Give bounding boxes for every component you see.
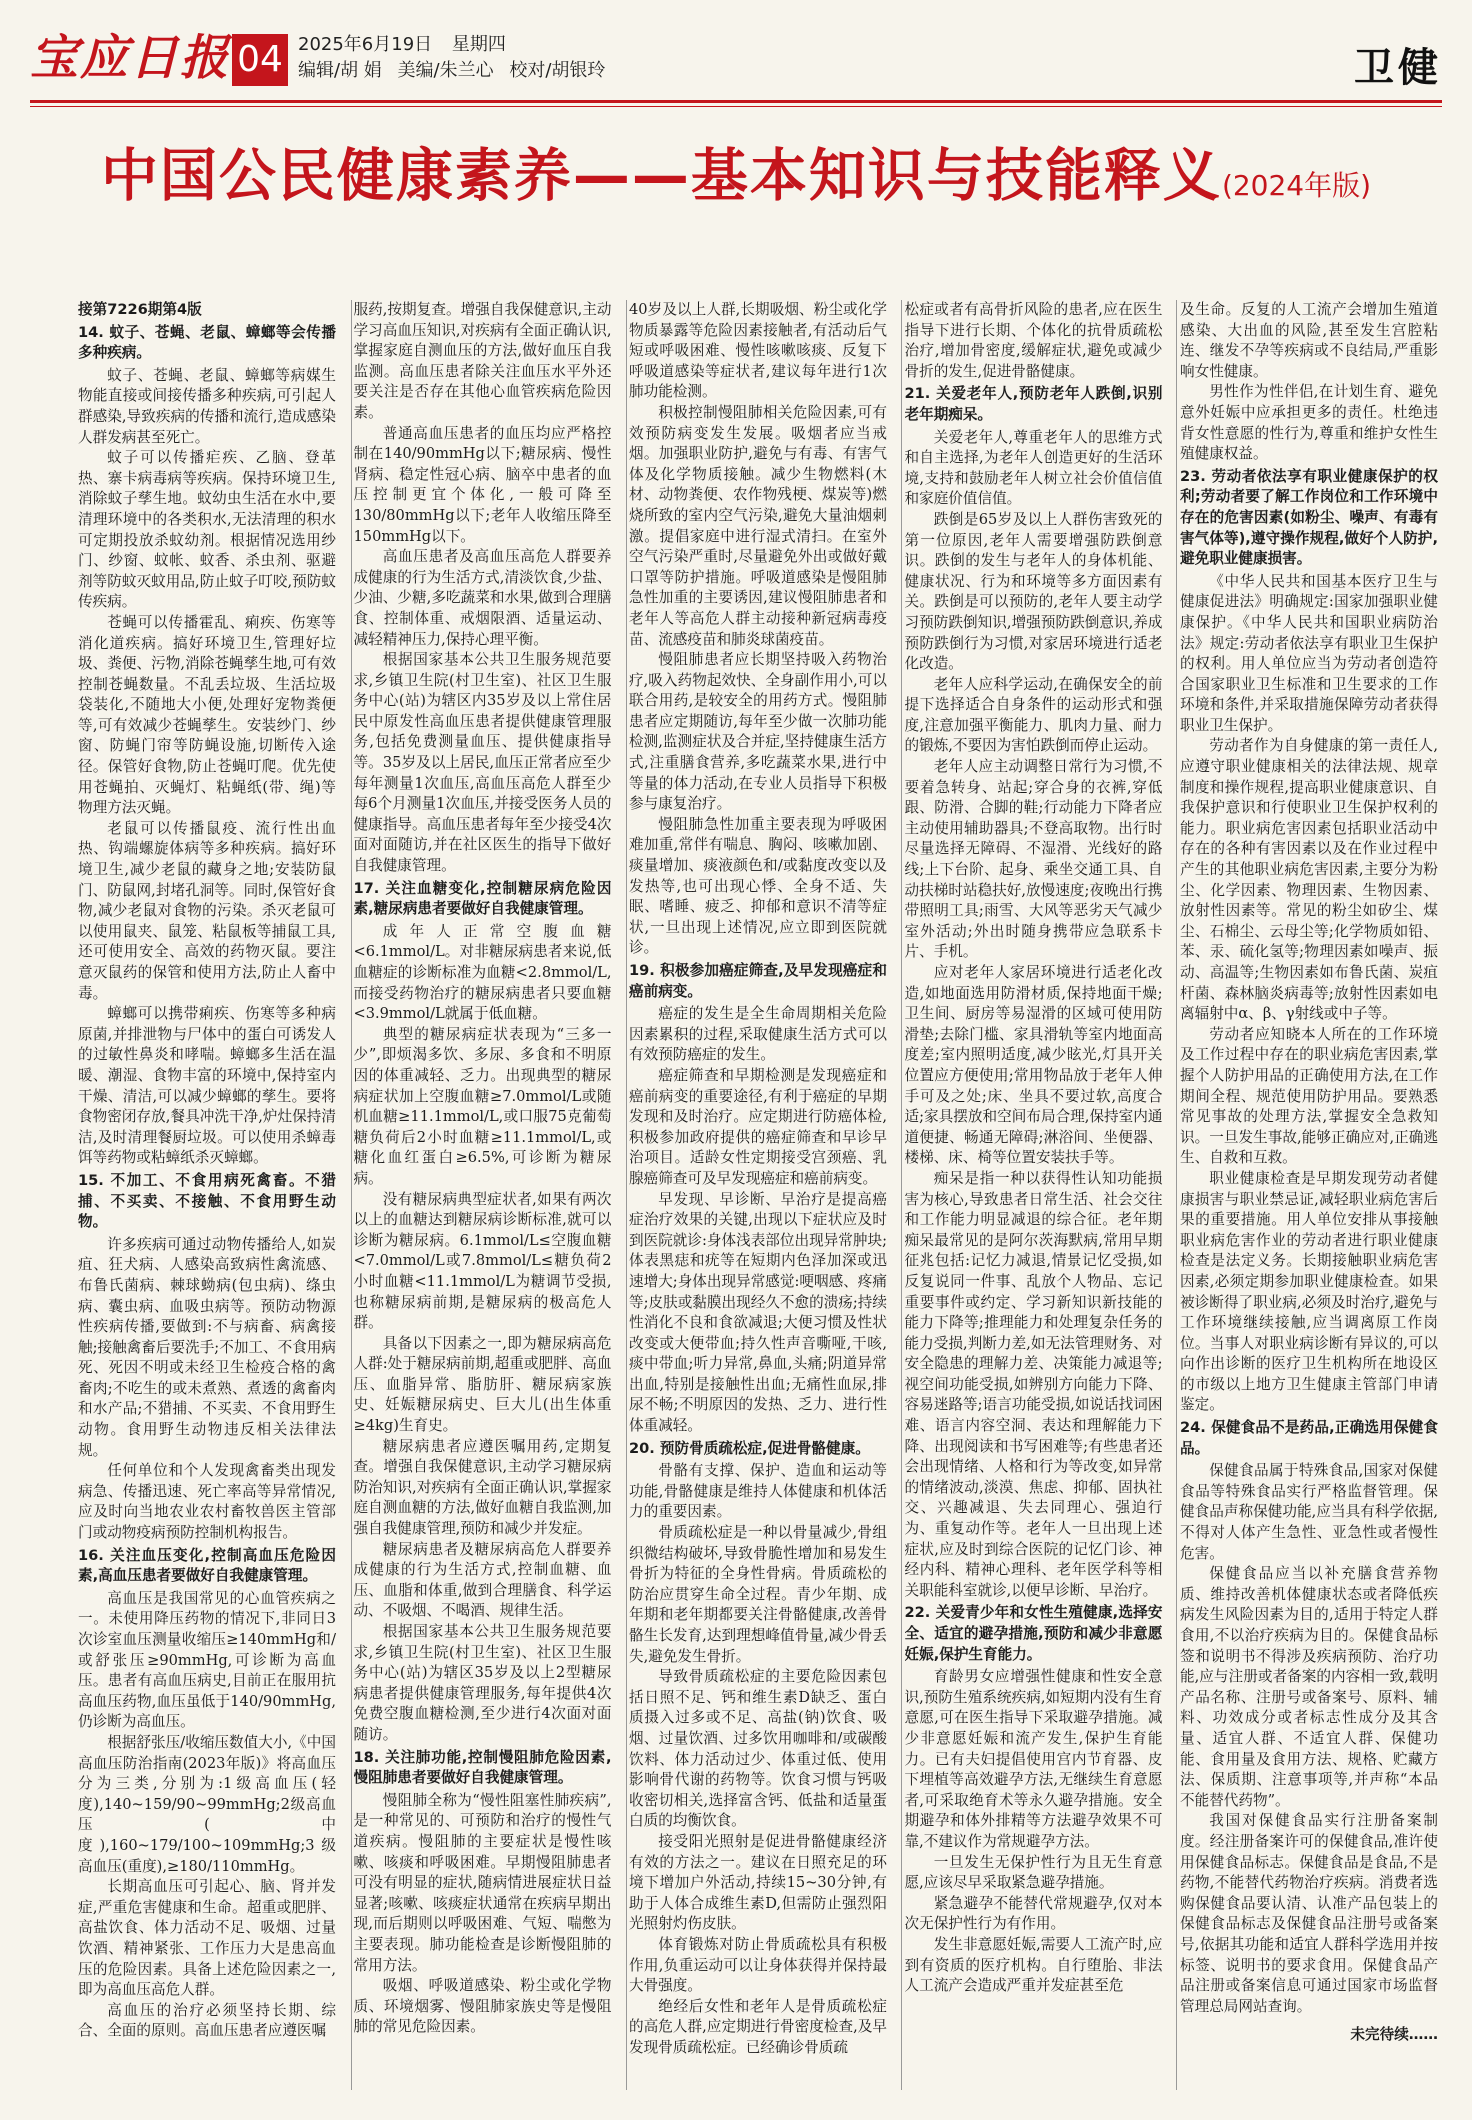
body-paragraph: 绝经后女性和老年人是骨质疏松症的高危人群,应定期进行骨密度检查,及早发现骨质疏松症。已经确诊骨质疏: [629, 1997, 887, 2056]
body-paragraph: 慢阻肺全称为“慢性阻塞性肺疾病”,是一种常见的、可预防和治疗的慢性气道疾病。慢阻肺的主要症状是慢性咳嗽、咳痰和呼吸困难。早期慢阻肺患者可没有明显的症状,随病情进展症状日益显著;咳嗽、咳痰症状通常在疾病早期出现,而后期则以呼吸困难、气短、喘憋为主要表现。肺功能检查是诊断慢阻肺的常用方法。: [353, 1791, 612, 1974]
issue-date: 2025年6月19日: [298, 34, 433, 55]
article-column-3: [629, 300, 887, 2090]
body-paragraph: 发生非意愿妊娠,需要人工流产时,应到有资质的医疗机构。自行堕胎、非法人工流产会造成严重并发症甚至危: [904, 1935, 1163, 1995]
body-paragraph-continued: 服药,按期复查。增强自我保健意识,主动学习高血压知识,对疾病有全面正确认识,掌握家庭自测血压的方法,做好血压自我监测。高血压患者除关注血压水平外还要关注是否存在其他心血管疾病危险因素。: [353, 301, 612, 421]
body-paragraph: 典型的糖尿病症状表现为“三多一少”,即烦渴多饮、多尿、多食和不明原因的体重减轻、乏力。出现典型的糖尿病症状加上空腹血糖≥7.0mmol/L或随机血糖≥11.1mmol/L,或口服75克葡萄糖负荷后2小时血糖≥11.1mmol/L,或糖化血红蛋白≥6.5%,可诊断为糖尿病。: [353, 1025, 612, 1187]
body-paragraph: 一旦发生无保护性行为且无生育意愿,应该尽早采取紧急避孕措施。: [904, 1853, 1163, 1892]
body-paragraph: 早发现、早诊断、早治疗是提高癌症治疗效果的关键,出现以下症状应及时到医院就诊:身体浅表部位出现异常肿块;体表黑痣和疣等在短期内色泽加深或迅速增大;身体出现异常感觉:哽咽感、疼痛等;皮肤或黏膜出现经久不愈的溃疡;持续性消化不良和食欲减退;大便习惯及性状改变或大便带血;持久性声音嘶哑,干咳,痰中带血;听力异常,鼻血,头痛;阴道异常出血,特别是接触性出血;无痛性血尿,排尿不畅;不明原因的发热、乏力、进行性体重减轻。: [629, 1190, 887, 1435]
body-paragraph: 《中华人民共和国基本医疗卫生与健康促进法》明确规定:国家加强职业健康保护。《中华人民共和国职业病防治法》规定:劳动者依法享有职业卫生保护的权利。用人单位应当为劳动者创造符合国家职业卫生标准和卫生要求的工作环境和条件,并采取措施保障劳动者获得职业卫生保护。: [1180, 572, 1438, 734]
section-heading: 18. 关注肺功能,控制慢阻肺危险因素,慢阻肺患者要做好自我健康管理。: [353, 1748, 612, 1787]
section-heading: 24. 保健食品不是药品,正确选用保健食品。: [1180, 1419, 1438, 1457]
body-paragraph: 老年人应主动调整日常行为习惯,不要着急转身、站起;穿合身的衣裤,穿低跟、防滑、合脚的鞋;行动能力下降者应主动使用辅助器具;不登高取物。出行时尽量选择无障碍、不湿滑、光线好的路线;上下台阶、起身、乘坐交通工具、自动扶梯时站稳扶好,放慢速度;夜晚出行携带照明工具;雨雪、大风等恶劣天气减少室外活动;外出时随身携带应急联系卡片、手机。: [904, 758, 1163, 961]
body-paragraph: 痴呆是指一种以获得性认知功能损害为核心,导致患者日常生活、社会交往和工作能力明显减退的综合征。老年期痴呆最常见的是阿尔茨海默病,常用早期征兆包括:记忆力减退,情景记忆受损,如反复说同一件事、乱放个人物品、忘记重要事件或约定、学习新知识新技能的能力下降等;推理能力和处理复杂任务的能力受损,判断力差,如无法管理财务、对安全隐患的理解力差、决策能力减退等;视空间功能受损,如辨别方向能力下降、容易迷路等;语言功能受损,如说话找词困难、语言内容空洞、表达和理解能力下降、出现阅读和书写困难等;有些患者还会出现情绪、人格和行为等改变,如异常的情绪波动,淡漠、焦虑、抑郁、固执社交、兴趣减退、失去同理心、强迫行为、重复动作等。老年人一旦出现上述症状,应及时到综合医院的记忆门诊、神经内科、精神心理科、老年医学科等相关职能科室就诊,以便早诊断、早治疗。: [904, 1169, 1163, 1599]
body-paragraph: 高血压的治疗必须坚持长期、综合、全面的原则。高血压患者应遵医嘱: [78, 2001, 336, 2040]
body-paragraph: 导致骨质疏松症的主要危险因素包括日照不足、钙和维生素D缺乏、蛋白质摄入过多或不足、高盐(钠)饮食、吸烟、过量饮酒、过多饮用咖啡和/或碳酸饮料、体力活动过少、体重过低、使用影响骨代谢的药物等。饮食习惯与钙吸收密切相关,选择富含钙、低盐和适量蛋白质的均衡饮食。: [629, 1668, 887, 1830]
headline: [30, 130, 1442, 212]
body-paragraph: 根据舒张压/收缩压数值大小,《中国高血压防治指南(2023年版)》将高血压分为三类,分别为:1级高血压(轻度),140~159/90~99mmHg;2级高血压(中度),160~179/100~109mmHg;3级高血压(重度),≥180/110mmHg。: [78, 1733, 336, 1875]
article-column-5: [1180, 300, 1438, 2090]
body-paragraph: 具备以下因素之一,即为糖尿病高危人群:处于糖尿病前期,超重或肥胖、高血压、血脂异常、脂肪肝、糖尿病家族史、妊娠糖尿病史、巨大儿(出生体重≥4kg)生育史。: [353, 1334, 612, 1435]
section-heading: 19. 积极参加癌症筛查,及早发现癌症和癌前病变。: [629, 962, 887, 1000]
body-paragraph: 积极控制慢阻肺相关危险因素,可有效预防病变发生发展。吸烟者应当戒烟。加强职业防护,避免与有毒、有害气体及化学物质接触。减少生物燃料(木材、动物粪便、农作物残梗、煤炭等)燃烧所致的室内空气污染,避免大量油烟刺激。提倡家庭中进行湿式清扫。在室外空气污染严重时,尽量避免外出或做好戴口罩等防护措施。呼吸道感染是慢阻肺急性加重的主要诱因,建议慢阻肺患者和老年人等高危人群主动接种新冠病毒疫苗、流感疫苗和肺炎球菌疫苗。: [629, 403, 887, 648]
body-paragraph: 跌倒是65岁及以上人群伤害致死的第一位原因,老年人需要增强防跌倒意识。跌倒的发生与老年人的身体机能、健康状况、行为和环境等多方面因素有关。跌倒是可以预防的,老年人要主动学习预防跌倒知识,增强预防跌倒意识,养成预防跌倒行为习惯,对家居环境进行适老化改造。: [904, 510, 1163, 673]
body-paragraph: 慢阻肺患者应长期坚持吸入药物治疗,吸入药物起效快、全身副作用小,可以联合用药,是较安全的用药方式。慢阻肺患者应定期随访,每年至少做一次肺功能检测,监测症状及合并症,坚持健康生活方式,注重膳食营养,多吃蔬菜水果,进行中等量的体力活动,在专业人员指导下积极参与康复治疗。: [629, 651, 887, 813]
body-paragraph: 癌症筛查和早期检测是发现癌症和癌前病变的重要途径,有利于癌症的早期发现和及时治疗。应定期进行防癌体检,积极参加政府提供的癌症筛查和早诊早治项目。适龄女性定期接受宫颈癌、乳腺癌筛查可及早发现癌症和癌前病变。: [629, 1066, 887, 1187]
masthead: [0, 0, 1472, 100]
body-paragraph: 吸烟、呼吸道感染、粉尘或化学物质、环境烟雾、慢阻肺家族史等是慢阻肺的常见危险因素。: [353, 1977, 612, 2036]
article-column-2: [354, 300, 612, 2090]
headline-title: 中国公民健康素养——基本知识与技能释义: [100, 143, 1222, 209]
body-paragraph: 紧急避孕不能替代常规避孕,仅对本次无保护性行为有作用。: [904, 1894, 1163, 1933]
body-paragraph: 糖尿病患者及糖尿病高危人群要养成健康的行为生活方式,控制血糖、血压、血脂和体重,做到合理膳食、科学运动、不吸烟、不喝酒、规律生活。: [353, 1540, 612, 1620]
body-paragraph: 糖尿病患者应遵医嘱用药,定期复查。增强自我保健意识,主动学习糖尿病防治知识,对疾病有全面正确认识,掌握家庭自测血糖的方法,做好血糖自我监测,加强自我健康管理,预防和减少并发症。: [353, 1437, 612, 1538]
body-paragraph: 老年人应科学运动,在确保安全的前提下选择适合自身条件的运动形式和强度,注意加强平衡能力、肌肉力量、耐力的锻炼,不要因为害怕跌倒而停止运动。: [904, 675, 1163, 755]
section-name: 卫健: [1354, 45, 1442, 91]
body-paragraph: 保健食品属于特殊食品,国家对保健食品等特殊食品实行严格监督管理。保健食品声称保健功能,应当具有科学依据,不得对人体产生急性、亚急性或者慢性危害。: [1180, 1462, 1438, 1562]
body-paragraph: 蚊子、苍蝇、老鼠、蟑螂等病媒生物能直接或间接传播多种疾病,可引起人群感染,导致疾病的传播和流行,造成感染人群发病甚至死亡。: [78, 366, 336, 446]
section-heading: 21. 关爱老年人,预防老年人跌倒,识别老年期痴呆。: [904, 385, 1163, 423]
body-paragraph: 长期高血压可引起心、脑、肾并发症,严重危害健康和生命。超重或肥胖、高盐饮食、体力活动不足、吸烟、过量饮酒、精神紧张、工作压力大是患高血压的危险因素。具备上述危险因素之一,即为高血压高危人群。: [78, 1878, 336, 1999]
section-heading: 16. 关注血压变化,控制高血压危险因素,高血压患者要做好自我健康管理。: [78, 1546, 336, 1585]
article-body: [78, 300, 1438, 2090]
body-paragraph: 成年人正常空腹血糖<6.1mmol/L。对非糖尿病患者来说,低血糖症的诊断标准为血糖<2.8mmol/L,而接受药物治疗的糖尿病患者只要血糖<3.9mmol/L就属于低血糖。: [353, 922, 612, 1023]
body-paragraph: 接受阳光照射是促进骨骼健康经济有效的方法之一。建议在日照充足的环境下增加户外活动,持续15~30分钟,有助于人体合成维生素D,但需防止强烈阳光照射灼伤皮肤。: [629, 1832, 887, 1933]
article-column-1: [78, 300, 336, 2090]
body-paragraph: 劳动者应知晓本人所在的工作环境及工作过程中存在的职业病危害因素,掌握个人防护用品的正确使用方法,在工作期间全程、规范使用防护用品。要熟悉常见事故的处理方法,掌握安全急救知识。一旦发生事故,能够正确应对,正确逃生、自救和互救。: [1180, 1025, 1438, 1167]
body-paragraph: 没有糖尿病典型症状者,如果有两次以上的血糖达到糖尿病诊断标准,就可以诊断为糖尿病。6.1mmol/L≤空腹血糖<7.0mmol/L或7.8mmol/L≤糖负荷2小时血糖<11.1mmol/L为糖调节受损,也称糖尿病前期,是糖尿病的极高危人群。: [353, 1190, 612, 1332]
body-paragraph: 蟑螂可以携带痢疾、伤寒等多种病原菌,并排泄物与尸体中的蛋白可诱发人的过敏性鼻炎和哮喘。蟑螂多生活在温暖、潮湿、食物丰富的环境中,保持室内干燥、清洁,可以减少蟑螂的孳生。要将食物密闭存放,餐具冲洗干净,炉灶保持清洁,及时清理餐厨垃圾。可以使用杀蟑毒饵等药物或粘蟑纸杀灭蟑螂。: [78, 1005, 336, 1167]
body-paragraph: 癌症的发生是全生命周期相关危险因素累积的过程,采取健康生活方式可以有效预防癌症的发生。: [629, 1005, 887, 1064]
editor-credit: 编辑/胡 娟: [298, 60, 382, 81]
body-paragraph: 任何单位和个人发现禽畜类出现发病急、传播迅速、死亡率高等异常情况,应及时向当地农业农村畜牧兽医主管部门或动物疫病预防控制机构报告。: [78, 1462, 336, 1542]
masthead-rule: [30, 100, 1442, 103]
body-paragraph: 关爱老年人,尊重老年人的思维方式和自主选择,为老年人创造更好的生活环境,支持和鼓励老年人树立社会价值信值和家庭价值信值。: [904, 428, 1163, 508]
section-heading: 20. 预防骨质疏松症,促进骨骼健康。: [629, 1439, 870, 1457]
body-paragraph: 高血压是我国常见的心血管疾病之一。未使用降压药物的情况下,非同日3次诊室血压测量收缩压≥140mmHg和/或舒张压≥90mmHg,可诊断为高血压。患者有高血压病史,目前正在服用抗高血压药物,血压虽低于140/90mmHg,仍诊断为高血压。: [78, 1589, 336, 1731]
body-paragraph: 许多疾病可通过动物传播给人,如炭疽、狂犬病、人感染高致病性禽流感、布鲁氏菌病、棘球蚴病(包虫病)、绦虫病、囊虫病、血吸虫病等。预防动物源性疾病传播,要做到:不与病畜、病禽接触;接触禽畜后要洗手;不加工、不食用病死、死因不明或未经卫生检疫合格的禽畜肉;不吃生的或未煮熟、煮透的禽畜肉和水产品;不猎捕、不买卖、不食用野生动物。食用野生动物违反相关法律法规。: [78, 1235, 336, 1459]
body-paragraph: 保健食品应当以补充膳食营养物质、维持改善机体健康状态或者降低疾病发生风险因素为目的,适用于特定人群食用,不以治疗疾病为目的。保健食品标签和说明书不得涉及疾病预防、治疗功能,应与注册或者备案的内容相一致,载明产品名称、注册号或备案号、原料、辅料、功效成分或者标志性成分及其含量、适宜人群、不适宜人群、保健功能、食用量及食用方法、规格、贮藏方法、保质期、注意事项等,并声称“本品不能替代药物”。: [1180, 1565, 1438, 1809]
section-heading: 23. 劳动者依法享有职业健康保护的权利;劳动者要了解工作岗位和工作环境中存在的危害因素(如粉尘、噪声、有毒有害气体等),遵守操作规程,做好个人防护,避免职业健康损害。: [1180, 467, 1438, 568]
body-paragraph: 骨质疏松症是一种以骨量减少,骨组织微结构破坏,导致骨脆性增加和易发生骨折为特征的全身性骨病。骨质疏松的防治应贯穿生命全过程。青少年期、成年期和老年期都要关注骨骼健康,改善骨骼生长发育,达到理想峰值骨量,减少骨丢失,避免发生骨折。: [629, 1524, 887, 1665]
to-be-continued: 未完待续……: [1350, 2026, 1438, 2044]
body-paragraph: 我国对保健食品实行注册备案制度。经注册备案许可的保健食品,准许使用保健食品标志。保健食品是食品,不是药物,不能替代药物治疗疾病。消费者选购保健食品要认清、认准产品包装上的保健食品标志及保健食品注册号或备案号,依据其功能和适宜人群科学选用并按标签、说明书的要求食用。保健食品产品注册或备案信息可通过国家市场监督管理总局网站查询。: [1180, 1812, 1438, 2015]
body-paragraph: 职业健康检查是早期发现劳动者健康损害与职业禁忌证,减轻职业病危害后果的重要措施。用人单位安排从事接触职业病危害作业的劳动者进行职业健康检查是法定义务。长期接触职业病危害因素,必须定期参加职业健康检查。如果被诊断得了职业病,必须及时治疗,避免与工作环境继续接触,应当调离原工作岗位。当事人对职业病诊断有异议的,可以向作出诊断的医疗卫生机构所在地设区的市级以上地方卫生健康主管部门申请鉴定。: [1180, 1169, 1438, 1414]
body-paragraph: 应对老年人家居环境进行适老化改造,如地面选用防滑材质,保持地面干燥;卫生间、厨房等易湿滑的区域可使用防滑垫;去除门槛、家具滑轨等室内地面高度差;室内照明适度,减少眩光,灯具开关位置应方便使用;常用物品放于老年人伸手可及之处;床、坐具不要过软,高度合适;家具摆放和空间布局合理,保持室内通道便捷、畅通无障碍;淋浴间、坐便器、楼梯、床、椅等位置安装扶手等。: [904, 964, 1163, 1167]
section-heading: 22. 关爱青少年和女性生殖健康,选择安全、适宜的避孕措施,预防和减少非意愿妊娠,保护生育能力。: [904, 1604, 1163, 1663]
body-paragraph: 男性作为性伴侣,在计划生育、避免意外妊娠中应承担更多的责任。杜绝违背女性意愿的性行为,尊重和维护女性生殖健康权益。: [1180, 383, 1438, 463]
body-paragraph: 育龄男女应增强性健康和性安全意识,预防生殖系统疾病,如短期内没有生育意愿,可在医生指导下采取避孕措施。减少非意愿妊娠和流产发生,保护生育能力。已有夫妇提倡使用宫内节育器、皮下埋植等高效避孕方法,无继续生育意愿者,可采取绝育术等永久避孕措施。安全期避孕和体外排精等方法避孕效果不可靠,不建议作为常规避孕方法。: [904, 1668, 1163, 1850]
body-paragraph: 慢阻肺急性加重主要表现为呼吸困难加重,常伴有喘息、胸闷、咳嗽加剧、痰量增加、痰液颜色和/或黏度改变以及发热等,也可出现心悸、全身不适、失眠、嗜睡、疲乏、抑郁和意识不清等症状,一旦出现上述情况,应立即到医院就诊。: [629, 815, 887, 957]
body-paragraph: 高血压患者及高血压高危人群要养成健康的行为生活方式,清淡饮食,少盐、少油、少糖,多吃蔬菜和水果,做到合理膳食、控制体重、戒烟限酒、适量运动、减轻精神压力,保持心理平衡。: [353, 548, 612, 648]
body-paragraph: 根据国家基本公共卫生服务规范要求,乡镇卫生院(村卫生室)、社区卫生服务中心(站)为辖区35岁及以上2型糖尿病患者提供健康管理服务,每年提供4次免费空腹血糖检测,至少进行4次面对面随访。: [353, 1623, 612, 1743]
body-paragraph-continued: 40岁及以上人群,长期吸烟、粉尘或化学物质暴露等危险因素接触者,有活动后气短或呼吸困难、慢性咳嗽咳痰、反复下呼吸道感染等症状者,建议每年进行1次肺功能检测。: [629, 301, 887, 401]
body-paragraph: 骨骼有支撑、保护、造血和运动等功能,骨骼健康是维持人体健康和机体活力的重要因素。: [629, 1462, 887, 1521]
newspaper-logo: 宝应日报: [30, 30, 231, 86]
body-paragraph: 苍蝇可以传播霍乱、痢疾、伤寒等消化道疾病。搞好环境卫生,管理好垃圾、粪便、污物,消除苍蝇孳生地,可有效控制苍蝇数量。不乱丢垃圾、生活垃圾袋装化,不随地大小便,处理好宠物粪便等,可有效减少苍蝇孳生。安装纱门、纱窗、防蝇门帘等防蝇设施,切断传入途径。保管好食物,防止苍蝇叮爬。优先使用苍蝇拍、灭蝇灯、粘蝇纸(带、绳)等物理方法灭蝇。: [78, 613, 336, 817]
headline-edition: (2024年版): [1221, 169, 1372, 202]
body-paragraph: 老鼠可以传播鼠疫、流行性出血热、钩端螺旋体病等多种疾病。搞好环境卫生,减少老鼠的藏身之地;安装防鼠门、防鼠网,封堵孔洞等。同时,保管好食物,减少老鼠对食物的污染。杀灭老鼠可以使用鼠夹、鼠笼、粘鼠板等捕鼠工具,还可使用安全、高效的药物灭鼠。要注意灭鼠药的保管和使用方法,防止人畜中毒。: [78, 819, 336, 1002]
issue-weekday: 星期四: [451, 34, 506, 55]
body-paragraph-continued: 松症或者有高骨折风险的患者,应在医生指导下进行长期、个体化的抗骨质疏松治疗,增加骨密度,缓解症状,避免或减少骨折的发生,促进骨骼健康。: [904, 301, 1163, 380]
body-paragraph: 根据国家基本公共卫生服务规范要求,乡镇卫生院(村卫生室)、社区卫生服务中心(站)为辖区内35岁及以上常住居民中原发性高血压患者提供健康管理服务,包括免费测量血压、提供健康指导等。35岁及以上居民,血压正常者应至少每年测量1次血压,高血压高危人群至少每6个月测量1次血压,并接受医务人员的健康指导。高血压患者每年至少接受4次面对面随访,并在社区医生的指导下做好自我健康管理。: [353, 651, 612, 875]
issue-meta: [298, 32, 615, 84]
masthead-rule-thin: [30, 106, 1442, 107]
body-paragraph: 普通高血压患者的血压均应严格控制在140/90mmHg以下;糖尿病、慢性肾病、稳定性冠心病、脑卒中患者的血压控制更宜个体化,一般可降至130/80mmHg以下;老年人收缩压降至150mmHg以下。: [353, 424, 612, 545]
section-heading: 14. 蚊子、苍蝇、老鼠、蟑螂等会传播多种疾病。: [78, 323, 336, 362]
body-paragraph: 蚊子可以传播疟疾、乙脑、登革热、寨卡病毒病等疾病。保持环境卫生,消除蚊子孳生地。蚊幼虫生活在水中,要清理环境中的各类积水,无法清理的积水可定期投放杀蚊幼剂。根据情况选用纱门、纱窗、蚊帐、蚊香、杀虫剂、驱避剂等防蚊灭蚊用品,防止蚊子叮咬,预防蚊传疾病。: [78, 449, 336, 611]
body-paragraph: 劳动者作为自身健康的第一责任人,应遵守职业健康相关的法律法规、规章制度和操作规程,提高职业健康意识、自我保护意识和行使职业卫生保护权利的能力。职业病危害因素包括职业活动中存在的各种有害因素以及在作业过程中产生的其他职业病危害因素,主要分为粉尘、化学因素、物理因素、生物因素、放射性因素等。常见的粉尘如矽尘、煤尘、石棉尘、云母尘等;化学物质如铅、苯、汞、硫化氢等;物理因素如噪声、振动、高温等;生物因素如布鲁氏菌、炭疽杆菌、森林脑炎病毒等;放射性因素如电离辐射中α、β、γ射线或中子等。: [1180, 737, 1438, 1023]
body-paragraph-continued: 及生命。反复的人工流产会增加生殖道感染、大出血的风险,甚至发生宫腔粘连、继发不孕等疾病或不良结局,严重影响女性健康。: [1180, 301, 1438, 380]
article-column-4: [905, 300, 1163, 2090]
section-heading: 17. 关注血糖变化,控制糖尿病危险因素,糖尿病患者要做好自我健康管理。: [353, 879, 612, 918]
section-heading: 15. 不加工、不食用病死禽畜。不猎捕、不买卖、不接触、不食用野生动物。: [78, 1171, 336, 1231]
issue-reference: 接第7226期第4版: [78, 301, 202, 318]
page-number-badge: 04: [232, 34, 288, 86]
designer-credit: 美编/朱兰心: [397, 60, 494, 81]
proofreader-credit: 校对/胡银玲: [509, 60, 606, 81]
body-paragraph: 体育锻炼对防止骨质疏松具有积极作用,负重运动可以让身体获得并保持最大骨强度。: [629, 1935, 887, 1995]
